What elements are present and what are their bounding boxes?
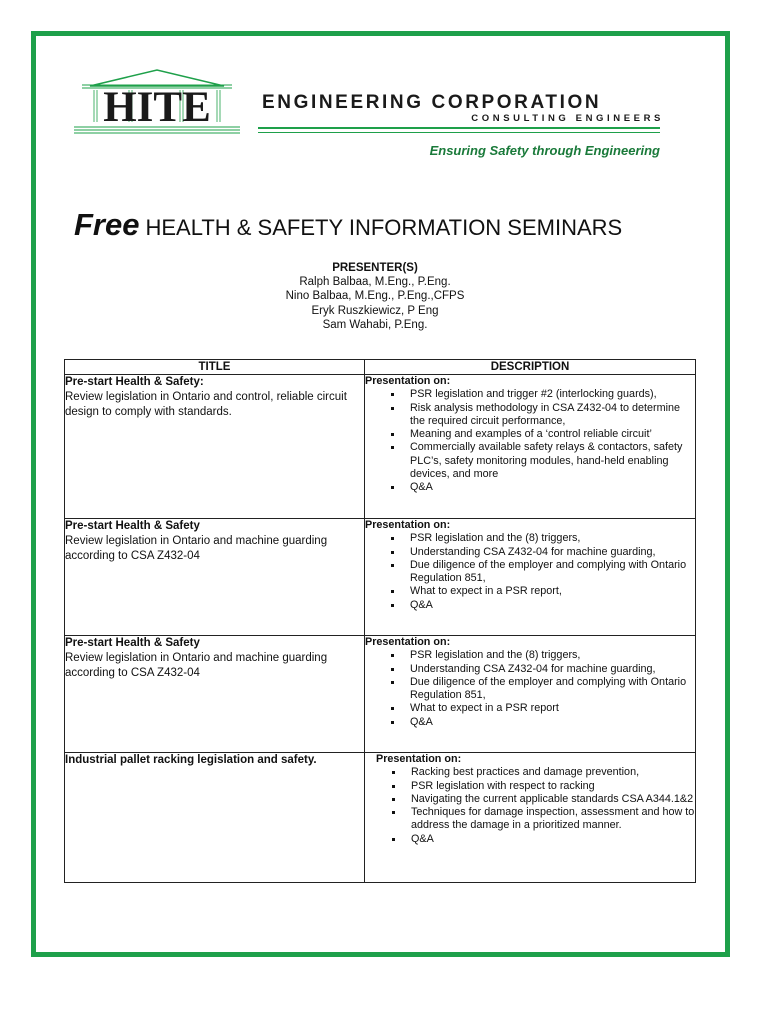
list-item: PSR legislation and the (8) triggers,	[410, 649, 695, 662]
tagline: Ensuring Safety through Engineering	[429, 143, 660, 158]
description-heading: Presentation on:	[376, 753, 462, 765]
page-title	[74, 207, 622, 243]
seminar-title: Pre-start Health & Safety	[65, 637, 200, 649]
seminar-subtitle: Review legislation in Ontario and machine guarding according to CSA Z432-04	[65, 652, 328, 679]
list-item: Q&A	[411, 833, 695, 846]
table-row	[65, 375, 696, 519]
title-cell	[65, 753, 365, 883]
description-list	[365, 532, 695, 612]
company-subtitle: CONSULTING ENGINEERS	[471, 113, 664, 124]
table-row	[65, 753, 696, 883]
seminar-title: Pre-start Health & Safety:	[65, 376, 204, 388]
list-item: Q&A	[410, 599, 695, 612]
description-cell	[365, 519, 696, 636]
title-cell	[65, 519, 365, 636]
description-cell	[365, 375, 696, 519]
list-item: What to expect in a PSR report,	[410, 585, 695, 598]
list-item: PSR legislation and the (8) triggers,	[410, 532, 695, 545]
list-item: Due diligence of the employer and complying with Ontario Regulation 851,	[410, 676, 695, 703]
list-item: PSR legislation with respect to racking	[411, 780, 695, 793]
header-rule	[258, 127, 660, 129]
presenter-name: Eryk Ruszkiewicz, P Eng	[311, 304, 439, 317]
header-rule-thin	[258, 132, 660, 133]
list-item: Racking best practices and damage prevention,	[411, 766, 695, 779]
description-cell	[365, 753, 696, 883]
description-list	[365, 766, 695, 846]
presenter-name: Nino Balbaa, M.Eng., P.Eng.,CFPS	[285, 290, 465, 303]
list-item: Q&A	[410, 481, 695, 494]
svg-text:HITE: HITE	[103, 84, 211, 131]
list-item: PSR legislation and trigger #2 (interlocking guards),	[410, 388, 695, 401]
description-heading: Presentation on:	[365, 636, 451, 648]
list-item: What to expect in a PSR report	[410, 702, 695, 715]
description-cell	[365, 636, 696, 753]
list-item: Commercially available safety relays & contactors, safety PLC’s, safety monitoring modules, hand-held enabling devices, and more	[410, 441, 695, 481]
description-list	[365, 388, 695, 494]
seminar-title: Industrial pallet racking legislation and safety.	[65, 754, 317, 766]
table-row	[65, 519, 696, 636]
title-rest: HEALTH & SAFETY INFORMATION SEMINARS	[145, 215, 623, 240]
company-name: ENGINEERING CORPORATION	[262, 92, 602, 113]
description-list	[365, 649, 695, 729]
presenter-name: Ralph Balbaa, M.Eng., P.Eng.	[299, 276, 451, 289]
column-header-title: TITLE	[65, 360, 365, 375]
title-free: Free	[74, 207, 140, 242]
presenters-heading: PRESENTER(S)	[332, 262, 418, 274]
presenters-block	[200, 261, 550, 332]
list-item: Risk analysis methodology in CSA Z432-04 to determine the required circuit performance,	[410, 402, 695, 429]
list-item: Due diligence of the employer and complying with Ontario Regulation 851,	[410, 559, 695, 586]
presenter-name: Sam Wahabi, P.Eng.	[322, 318, 428, 331]
description-heading: Presentation on:	[365, 375, 451, 387]
seminar-title: Pre-start Health & Safety	[65, 520, 200, 532]
seminars-table	[64, 359, 696, 883]
seminar-subtitle: Review legislation in Ontario and control, reliable circuit design to comply with standards.	[65, 391, 347, 418]
list-item: Techniques for damage inspection, assessment and how to address the damage in a prioritized manner.	[411, 806, 695, 832]
description-heading: Presentation on:	[365, 519, 451, 531]
title-cell	[65, 636, 365, 753]
list-item: Navigating the current applicable standards CSA A344.1&2	[411, 792, 694, 805]
table-header-row	[65, 360, 696, 375]
list-item: Understanding CSA Z432-04 for machine guarding,	[410, 546, 695, 559]
seminar-subtitle: Review legislation in Ontario and machine guarding according to CSA Z432-04	[65, 535, 328, 562]
list-item: Understanding CSA Z432-04 for machine guarding,	[410, 663, 695, 676]
table-row	[65, 636, 696, 753]
column-header-description: DESCRIPTION	[365, 360, 696, 375]
hite-logo	[72, 68, 242, 140]
list-item: Meaning and examples of a ‘control reliable circuit’	[410, 428, 695, 441]
title-cell	[65, 375, 365, 519]
list-item: Q&A	[410, 716, 695, 729]
